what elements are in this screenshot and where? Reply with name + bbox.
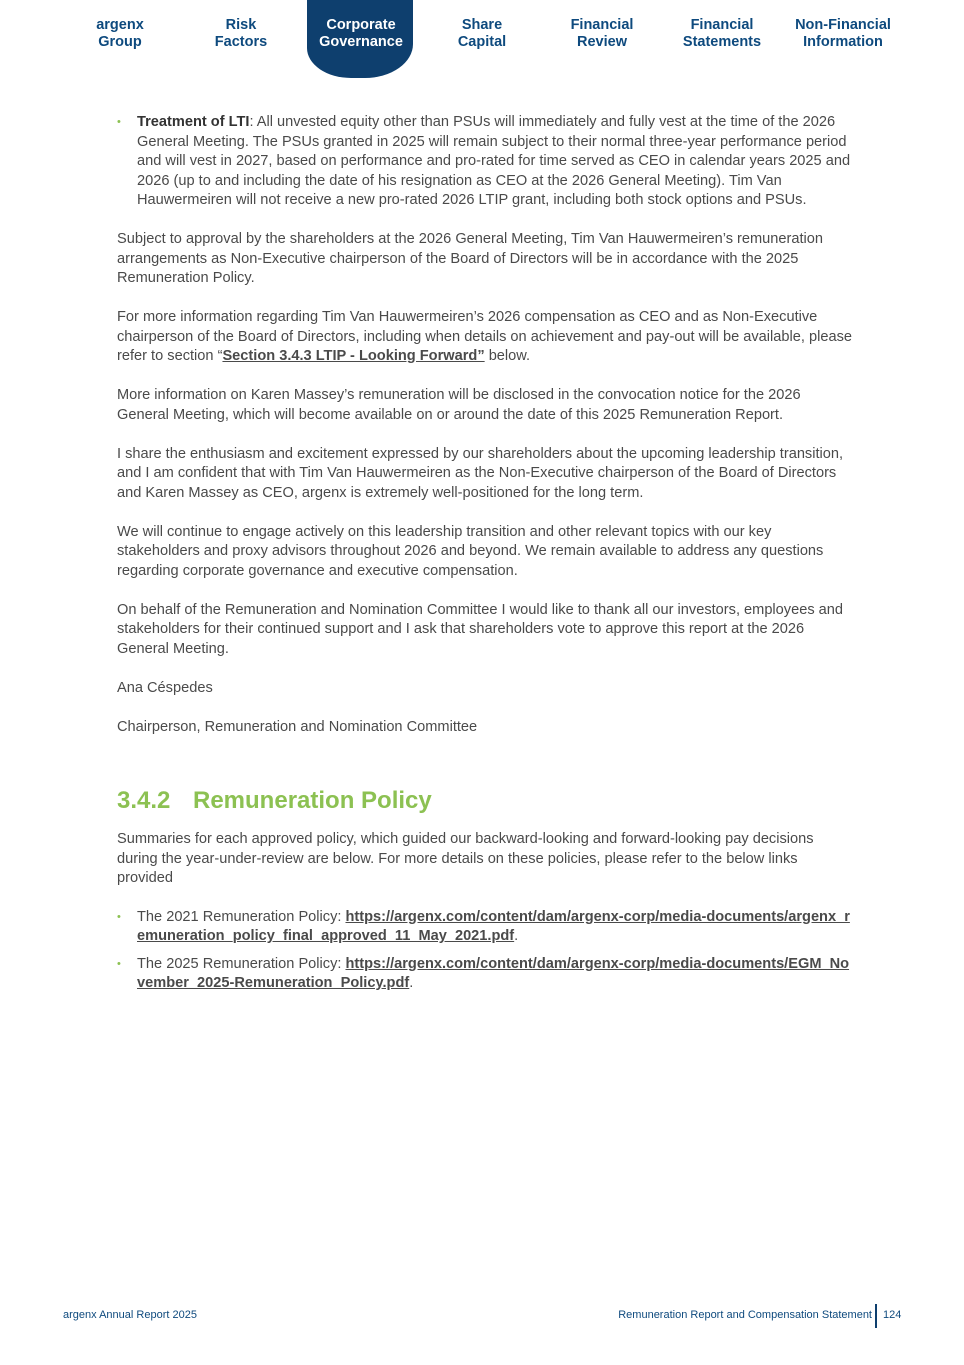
tab-label: Financial <box>690 17 754 33</box>
signature-title: Chairperson, Remuneration and Nomination Committee <box>117 718 478 735</box>
footer-divider <box>875 1304 877 1328</box>
tab-label: Factors <box>214 34 268 50</box>
tab-label: argenx <box>96 17 144 33</box>
tab-label: Financial <box>570 17 634 33</box>
lti-text: : All unvested equity other than PSUs will immediately and fully vest at the time of the 2026 General Meeting. The PSUs granted in 2025 will remain subject to their normal three-year performance period and will vest in 2027, based on performance and pro-rated for time served as CEO in calendar years 2025 and 2026 (up to and including the date of his resignation as CEO at the 2026 General Meeting). Tim Van Hauwermeiren will not receive a new pro-rated 2026 LTIP grant, including both stock options and PSUs. <box>137 114 851 208</box>
paragraph-4: I share the enthusiasm and excitement expressed by our shareholders about the upcoming leadership transition, and I am confident that with Tim Van Hauwermeiren as the Non-Executive chairperson of the Board of Directors and Karen Massey as CEO, argenx is extremely well-positioned for the long term. <box>117 445 844 501</box>
paragraph-2-end: below. <box>484 348 531 364</box>
tab-label: Information <box>803 34 883 50</box>
tab-label: Risk <box>225 17 257 33</box>
tab-label: Corporate <box>326 17 396 33</box>
main-content <box>117 113 853 737</box>
paragraph-3: More information on Karen Massey’s remuneration will be disclosed in the convocation notice for the 2026 General Meeting, which will become available on or around the date of this 2025 Remuneration Report. <box>117 387 801 423</box>
tab-corporate-governance[interactable] <box>301 17 421 51</box>
page-number: 124 <box>883 1309 902 1321</box>
top-navigation <box>0 0 964 80</box>
policy-2025-period: . <box>409 975 414 991</box>
policy-2021-link[interactable]: https://argenx.com/content/dam/argenx-corp/media-documents/argenx_remuneration_policy_final_approved_11_May_2021.pdf <box>137 908 850 944</box>
policy-2025-item <box>117 955 853 994</box>
tab-argenx-group[interactable] <box>60 17 180 51</box>
paragraph-2 <box>117 308 853 367</box>
policy-2025-label: The 2025 Remuneration Policy: <box>137 955 346 972</box>
policy-2025-link[interactable]: https://argenx.com/content/dam/argenx-corp/media-documents/EGM_November_2025-Remuneration_Policy.pdf <box>137 955 850 991</box>
signature-name: Ana Céspedes <box>117 679 213 696</box>
tab-label: Share <box>461 17 503 33</box>
section-content <box>117 830 853 1002</box>
policy-2021-label: The 2021 Remuneration Policy: <box>137 908 346 925</box>
section-number: 3.4.2 <box>117 787 171 814</box>
tab-label: Review <box>577 34 627 50</box>
tab-label: Group <box>98 34 142 50</box>
section-3-4-3-link[interactable]: Section 3.4.3 LTIP - Looking Forward” <box>222 348 485 364</box>
paragraph-2-text: For more information regarding Tim Van Hauwermeiren’s 2026 compensation as CEO and as Non-Executive chairperson of the Board of Directors, including when details on achievement and pay-out will be available, please refer to section “ <box>117 309 852 364</box>
tab-label: Governance <box>319 34 403 50</box>
tab-share-capital[interactable] <box>422 17 542 51</box>
lti-heading: Treatment of LTI <box>137 114 250 130</box>
tab-label: Capital <box>457 34 507 50</box>
tab-financial-review[interactable] <box>542 17 662 51</box>
footer-section-title: Remuneration Report and Compensation Statement <box>618 1309 872 1321</box>
paragraph-1: Subject to approval by the shareholders at the 2026 General Meeting, Tim Van Hauwermeiren’s remuneration arrangements as Non-Executive chairperson of the Board of Directors will be in accordance with the 2025 Remuneration Policy. <box>117 231 824 286</box>
paragraph-5: We will continue to engage actively on this leadership transition and other relevant topics with our key stakeholders and proxy advisors throughout 2026 and beyond. We remain available to address any questions regarding corporate governance and executive compensation. <box>117 523 824 579</box>
tab-non-financial-information[interactable] <box>783 17 903 51</box>
tab-label: Statements <box>682 34 762 50</box>
tab-risk-factors[interactable] <box>181 17 301 51</box>
tab-financial-statements[interactable] <box>662 17 782 51</box>
section-heading <box>117 785 432 817</box>
tab-label: Non-Financial <box>795 17 891 33</box>
policy-2021-period: . <box>514 928 519 944</box>
section-title: Remuneration Policy <box>193 787 432 814</box>
policy-2021-item <box>117 908 853 947</box>
lti-bullet <box>117 113 853 211</box>
section-intro: Summaries for each approved policy, which guided our backward-looking and forward-looking pay decisions during the year-under-review are below. For more details on these policies, please refer to the below links provided <box>117 831 814 886</box>
footer-report-title: argenx Annual Report 2025 <box>63 1309 197 1321</box>
paragraph-6: On behalf of the Remuneration and Nomination Committee I would like to thank all our investors, employees and stakeholders for their continued support and I ask that shareholders vote to approve this report at the 2026 General Meeting. <box>117 601 844 657</box>
